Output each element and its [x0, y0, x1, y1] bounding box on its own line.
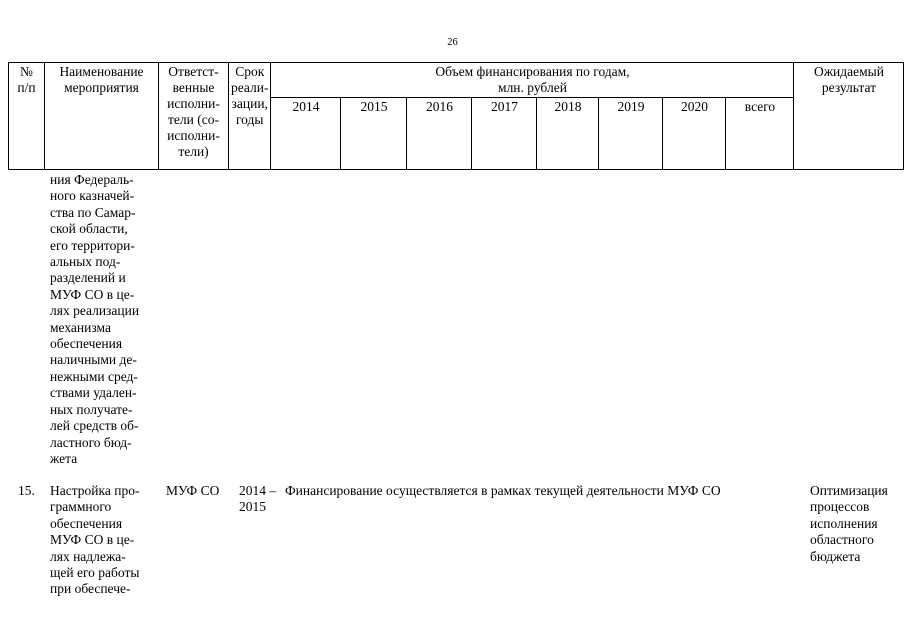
- continuation-name-text: ния Федераль- ного казначей- ства по Самар- ской области, его территори- альных под- разделений и МУФ СО в це- лях реализации механизма обеспечения наличными де- нежными сред- ствами удален- ных получате- лей средств об- ластного бюд- жета: [50, 172, 140, 466]
- row-result: Оптимизация процессов исполнения областного бюджета: [810, 483, 888, 564]
- page-number: 26: [447, 37, 458, 48]
- header-year-2014: 2014: [271, 98, 341, 170]
- header-term: Срок реали- зации, годы: [229, 63, 271, 170]
- table-header: [8, 62, 904, 170]
- header-table: [8, 62, 904, 170]
- header-num: № п/п: [9, 63, 45, 170]
- row-responsible: МУФ СО: [166, 483, 220, 498]
- header-responsible: Ответст- венные исполни- тели (со- исполни- тели): [159, 63, 229, 170]
- header-funding: Объем финансирования по годам, млн. рублей: [271, 63, 794, 98]
- row-name: Настройка про- граммного обеспечения МУФ СО в це- лях надлежа- щей его работы при обеспече-: [50, 483, 140, 597]
- row-term: 2014 – 2015: [239, 483, 277, 515]
- header-year-2015: 2015: [341, 98, 407, 170]
- header-year-2018: 2018: [537, 98, 599, 170]
- row-number: 15.: [18, 483, 35, 498]
- header-name: Наименование мероприятия: [45, 63, 159, 170]
- row-funding: Финансирование осуществляется в рамках текущей деятельности МУФ СО: [285, 483, 721, 498]
- header-year-2016: 2016: [407, 98, 472, 170]
- header-year-2020: 2020: [663, 98, 726, 170]
- header-total: всего: [726, 98, 794, 170]
- header-year-2019: 2019: [599, 98, 663, 170]
- header-year-2017: 2017: [472, 98, 537, 170]
- header-result: Ожидаемый результат: [794, 63, 904, 170]
